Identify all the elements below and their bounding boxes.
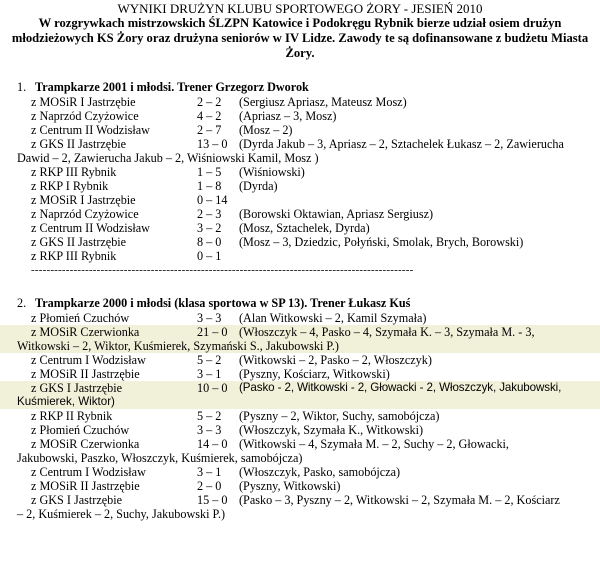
score: 3 – 1 xyxy=(197,465,222,479)
result-row xyxy=(0,123,600,137)
score: 3 – 3 xyxy=(197,311,222,325)
result-row xyxy=(0,381,600,395)
opponent: z Naprzód Czyżowice xyxy=(31,109,139,123)
result-row xyxy=(0,479,600,493)
result-row xyxy=(0,109,600,123)
opponent: z GKS I Jastrzębie xyxy=(31,381,123,395)
score: 21 – 0 xyxy=(197,325,228,339)
scorers: (Pyszny, Kościarz, Witkowski) xyxy=(239,367,390,381)
section-2-heading xyxy=(0,296,600,311)
opponent: z MOSiR I Jastrzębie xyxy=(31,193,136,207)
score: 3 – 2 xyxy=(197,221,222,235)
scorers: (Włoszczyk, Szymała K., Witkowski) xyxy=(239,423,424,437)
scorers-continuation: – 2, Kuśmierek – 2, Suchy, Jakubowski P.) xyxy=(17,507,226,521)
opponent: z Płomień Czuchów xyxy=(31,423,130,437)
scorers: (Mosz – 3, Dziedzic, Połyński, Smolak, Brych, Borowski) xyxy=(239,235,524,249)
scorers: (Borowski Oktawian, Apriasz Sergiusz) xyxy=(239,207,434,221)
result-continuation xyxy=(0,339,600,353)
score: 2 – 2 xyxy=(197,95,222,109)
section-divider: --------------------------------------------------------------------------------------------------- xyxy=(31,264,414,276)
result-row xyxy=(0,353,600,367)
result-row xyxy=(0,207,600,221)
result-continuation xyxy=(0,395,600,409)
scorers: (Pyszny – 2, Wiktor, Suchy, samobójcza) xyxy=(239,409,440,423)
scorers: (Włoszczyk, Pasko, samobójcza) xyxy=(239,465,401,479)
scorers: (Alan Witkowski – 2, Kamil Szymała) xyxy=(239,311,427,325)
score: 4 – 2 xyxy=(197,109,222,123)
score: 2 – 0 xyxy=(197,479,222,493)
scorers: (Pasko – 3, Pyszny – 2, Witkowski – 2, Szymała M. – 2, Kościarz xyxy=(239,493,560,507)
score: 5 – 2 xyxy=(197,409,222,423)
section-2 xyxy=(0,296,600,521)
opponent: z Płomień Czuchów xyxy=(31,311,130,325)
score: 0 – 14 xyxy=(197,193,228,207)
opponent: z GKS I Jastrzębie xyxy=(31,493,123,507)
score: 14 – 0 xyxy=(197,437,228,451)
score: 13 – 0 xyxy=(197,137,228,151)
scorers: (Dyrda Jakub – 3, Apriasz – 2, Sztachelek Łukasz – 2, Zawierucha xyxy=(239,137,564,151)
result-row xyxy=(0,165,600,179)
scorers-continuation: Jakubowski, Paszko, Włoszczyk, Kuśmierek, samobójcza) xyxy=(17,451,303,465)
document-intro: W rozgrywkach mistrzowskich ŚLZPN Katowice i Podokręgu Rybnik bierze udział osiem drużyn młodzieżowych KS Żory oraz drużyna seniorów w IV Lidze. Zawody te są dofinansowane z budżetu Miasta Żory. xyxy=(11,16,589,60)
result-row xyxy=(0,437,600,451)
scorers: (Witkowski – 4, Szymała M. – 2, Suchy – 2, Głowacki, xyxy=(239,437,509,451)
score: 5 – 2 xyxy=(197,353,222,367)
section-1-number: 1. xyxy=(17,80,27,94)
result-row xyxy=(0,235,600,249)
section-2-title: Trampkarze 2000 i młodsi (klasa sportowa w SP 13). Trener Łukasz Kuś xyxy=(35,296,411,310)
document-header xyxy=(0,0,600,61)
scorers: (Mosz – 2) xyxy=(239,123,293,137)
opponent: z MOSiR II Jastrzębie xyxy=(31,479,140,493)
opponent: z RKP III Rybnik xyxy=(31,165,117,179)
document-title: WYNIKI DRUŻYN KLUBU SPORTOWEGO ŻORY - JESIEŃ 2010 xyxy=(117,1,483,16)
opponent: z MOSiR II Jastrzębie xyxy=(31,367,140,381)
score: 1 – 8 xyxy=(197,179,222,193)
result-row xyxy=(0,409,600,423)
scorers: (Wiśniowski) xyxy=(239,165,305,179)
result-row xyxy=(0,193,600,207)
score: 2 – 3 xyxy=(197,207,222,221)
result-continuation xyxy=(0,451,600,465)
result-row xyxy=(0,311,600,325)
result-row xyxy=(0,325,600,339)
result-continuation xyxy=(0,507,600,521)
section-2-results xyxy=(0,311,600,521)
scorers: (Włoszczyk – 4, Pasko – 4, Szymała K. – 3, Szymała M. - 3, xyxy=(239,325,535,339)
scorers-continuation: Witkowski – 2, Wiktor, Kuśmierek, Szymański S., Jakubowski P.) xyxy=(17,339,339,353)
scorers: (Pyszny, Witkowski) xyxy=(239,479,341,493)
section-1-title: Trampkarze 2001 i młodsi. Trener Grzegorz Dworok xyxy=(35,80,309,94)
result-row xyxy=(0,95,600,109)
result-continuation xyxy=(0,151,600,165)
section-1 xyxy=(0,80,600,275)
score: 0 – 1 xyxy=(197,249,222,263)
score: 10 – 0 xyxy=(197,381,228,395)
scorers: (Mosz, Sztachelek, Dyrda) xyxy=(239,221,370,235)
opponent: z Naprzód Czyżowice xyxy=(31,207,139,221)
score: 1 – 5 xyxy=(197,165,222,179)
scorers: (Witkowski – 2, Pasko – 2, Włoszczyk) xyxy=(239,353,432,367)
scorers: (Apriasz – 3, Mosz) xyxy=(239,109,337,123)
opponent: z RKP I Rybnik xyxy=(31,179,109,193)
opponent: z MOSiR Czerwionka xyxy=(31,437,140,451)
scorers: (Dyrda) xyxy=(239,179,278,193)
section-1-results xyxy=(0,95,600,263)
score: 8 – 0 xyxy=(197,235,222,249)
result-row xyxy=(0,221,600,235)
section-1-heading xyxy=(0,80,600,95)
opponent: z Centrum II Wodzisław xyxy=(31,221,150,235)
opponent: z RKP II Rybnik xyxy=(31,409,113,423)
result-row xyxy=(0,493,600,507)
result-row xyxy=(0,249,600,263)
result-row xyxy=(0,423,600,437)
opponent: z MOSiR I Jastrzębie xyxy=(31,95,136,109)
opponent: z Centrum I Wodzisław xyxy=(31,353,146,367)
opponent: z GKS II Jastrzębie xyxy=(31,137,127,151)
score: 15 – 0 xyxy=(197,493,228,507)
result-row xyxy=(0,137,600,151)
score: 3 – 3 xyxy=(197,423,222,437)
scorers: (Pasko - 2, Witkowski - 2, Głowacki - 2, Włoszczyk, Jakubowski, xyxy=(239,381,562,394)
score: 3 – 1 xyxy=(197,367,222,381)
result-row xyxy=(0,465,600,479)
score: 2 – 7 xyxy=(197,123,222,137)
scorers-continuation: Dawid – 2, Zawierucha Jakub – 2, Wiśniowski Kamil, Mosz ) xyxy=(17,151,319,165)
opponent: z MOSiR Czerwionka xyxy=(31,325,140,339)
section-2-number: 2. xyxy=(17,296,27,310)
result-row xyxy=(0,367,600,381)
opponent: z Centrum II Wodzisław xyxy=(31,123,150,137)
result-row xyxy=(0,179,600,193)
opponent: z RKP III Rybnik xyxy=(31,249,117,263)
scorers: (Sergiusz Apriasz, Mateusz Mosz) xyxy=(239,95,407,109)
opponent: z Centrum I Wodzisław xyxy=(31,465,146,479)
opponent: z GKS II Jastrzębie xyxy=(31,235,127,249)
scorers-continuation: Kuśmierek, Wiktor) xyxy=(17,395,115,408)
